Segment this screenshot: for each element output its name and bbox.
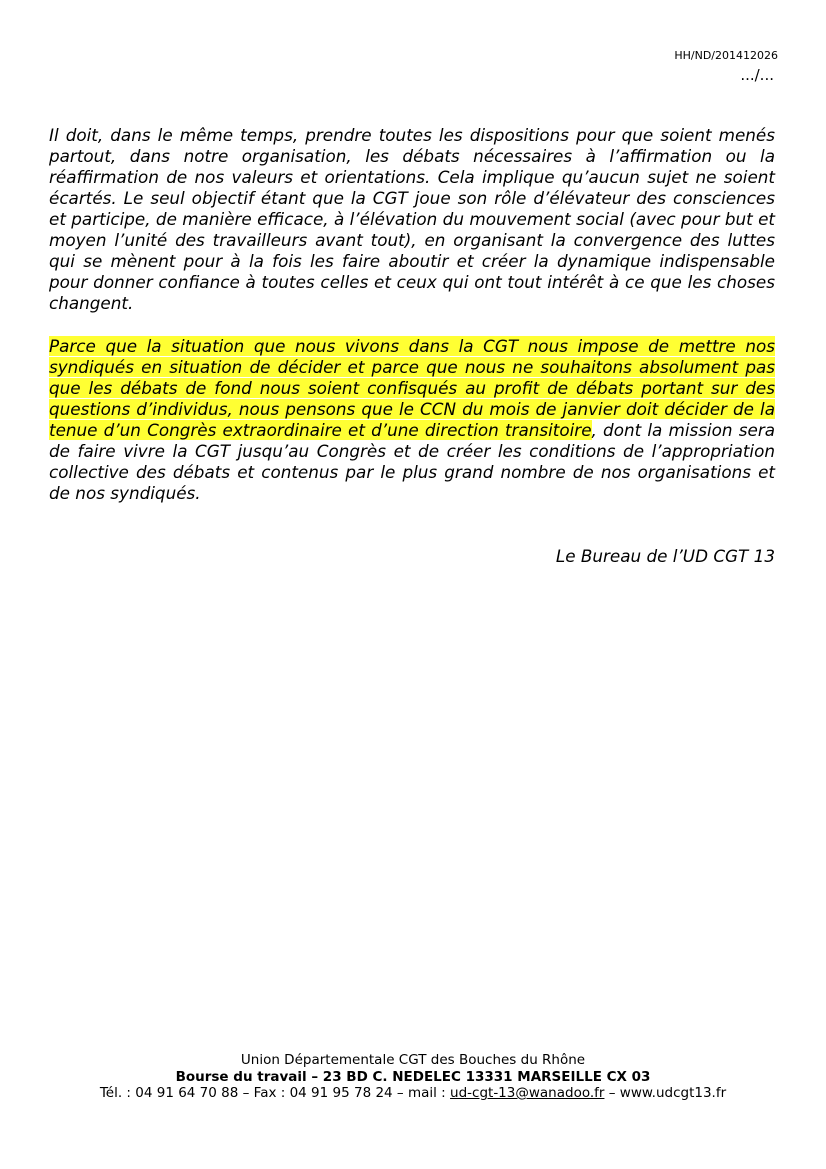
footer — [0, 1052, 826, 1102]
paragraph-2 — [49, 336, 775, 504]
footer-website: – www.udcgt13.fr — [604, 1085, 727, 1101]
footer-address: Bourse du travail – 23 BD C. NEDELEC 13331 MARSEILLE CX 03 — [175, 1068, 651, 1085]
signature: Le Bureau de l’UD CGT 13 — [555, 546, 775, 566]
footer-organization: Union Départementale CGT des Bouches du Rhône — [240, 1052, 586, 1068]
document-reference: HH/ND/201412026 — [674, 49, 778, 62]
footer-email-link[interactable]: ud-cgt-13@wanadoo.fr — [450, 1085, 605, 1101]
highlighted-text: Parce que la situation que nous vivons dans la CGT nous impose de mettre nos syndiqués en situation de décider et parce que nous ne souhaitons absolument pas que les débats de fond nous soient confisqués au profit de débats portant sur des questions d’individus, nous pensons que le CCN du mois de janvier doit décider de la tenue d’un Congrès extraordinaire et d’une direction transitoire — [49, 336, 775, 440]
footer-contact — [0, 1085, 826, 1102]
paragraph-1: Il doit, dans le même temps, prendre toutes les dispositions pour que soient menés partout, dans notre organisation, les débats nécessaires à l’affirmation ou la réaffirmation de nos valeurs et orientations. Cela implique qu’aucun sujet ne soient écartés. Le seul objectif étant que la CGT joue son rôle d’élévateur des consciences et participe, de manière efficace, à l’élévation du mouvement social (avec pour but et moyen l’unité des travailleurs avant tout), en organisant la convergence des luttes qui se mènent pour à la fois les faire aboutir et créer la dynamique indispensable pour donner confiance à toutes celles et ceux qui ont tout intérêt à ce que les choses changent. — [49, 125, 775, 313]
footer-phone-fax: Tél. : 04 91 64 70 88 – Fax : 04 91 95 78 24 – mail : — [99, 1085, 451, 1101]
continuation-mark: .../... — [740, 66, 774, 84]
paragraph-2-rest: , dont la mission sera de faire vivre la CGT jusqu’au Congrès et de créer les conditions de l’appropriation collective des débats et contenus par le plus grand nombre de nos organisations et de nos syndiqués. — [49, 420, 775, 503]
